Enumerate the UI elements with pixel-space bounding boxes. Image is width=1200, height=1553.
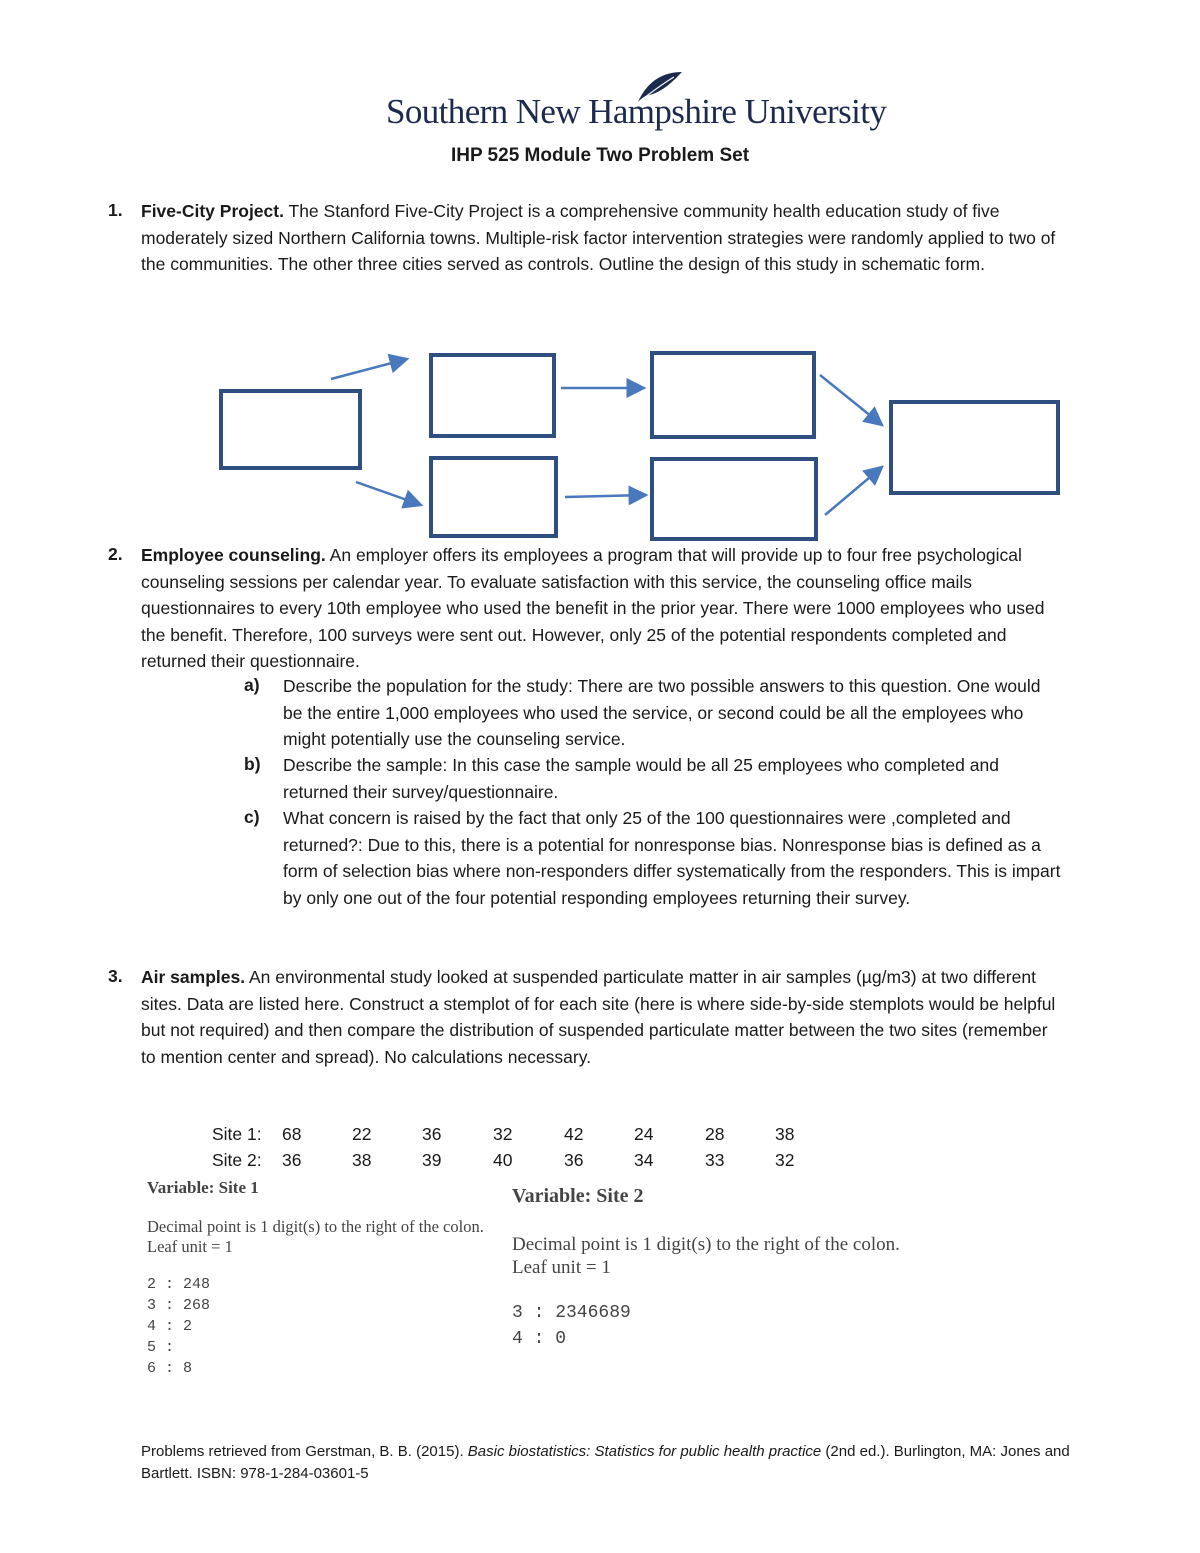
q2-text: An employer offers its employees a program that will provide up to four free psychological counseling sessions per calendar year. To evaluate satisfaction with this service, the counseling office mails questionnaires to every 10th employee who used the benefit in the prior year. There were 1000 employees who used the benefit. Therefore, 100 surveys were sent out. However, only 25 of the potential respondents completed and returned their questionnaire.	[141, 545, 1045, 671]
study-schematic	[0, 0, 1200, 560]
site1-value: 28	[705, 1124, 725, 1144]
site1-value: 68	[282, 1124, 302, 1144]
q3-paragraph	[141, 964, 1061, 1070]
schematic-box-outcome	[891, 402, 1058, 493]
site1-value: 24	[634, 1124, 654, 1144]
site2-value: 39	[422, 1150, 442, 1170]
page-title: IHP 525 Module Two Problem Set	[450, 145, 750, 166]
q2a-text: Describe the population for the study: There are two possible answers to this question. One would be the entire 1,000 employees who used the service, or second could be all the employees who might potentially use the counseling service.	[283, 676, 1041, 749]
schematic-arrow-1	[331, 359, 407, 379]
q3-text: An environmental study looked at suspended particulate matter in air samples (µg/m3) at two different sites. Data are listed here. Construct a stemplot of for each site (here is where side-by-side stemplots would be helpful but not required) and then compare the distribution of suspended particulate matter between the two sites (remember to mention center and spread). No calculations necessary.	[141, 967, 1056, 1067]
stemplot2-decimal-note: Decimal point is 1 digit(s) to the right of the colon.	[512, 1234, 900, 1255]
footer-suffix: (2nd ed.). Burlington, MA: Jones and Bartlett. ISBN: 978-1-284-03601-5	[141, 1443, 1070, 1482]
stemplot1-line: 6 : 8	[147, 1360, 193, 1377]
q2a-label: a)	[244, 675, 260, 695]
stemplot1-line: 3 : 268	[147, 1297, 211, 1314]
site1-value: 36	[422, 1124, 442, 1144]
footer-book-title: Basic biostatistics: Statistics for public health practice	[467, 1443, 822, 1460]
site2-row	[0, 1150, 1200, 1174]
site1-label: Site 1:	[212, 1124, 262, 1144]
q3-number: 3.	[108, 966, 123, 986]
stemplot1-decimal-note: Decimal point is 1 digit(s) to the right of the colon.	[147, 1217, 484, 1236]
site1-value: 38	[775, 1124, 795, 1144]
q2c-text: What concern is raised by the fact that only 25 of the 100 questionnaires were ,completed and returned?: Due to this, there is a potential for nonresponse bias. Nonresponse bias is defined as a form of selection bias where non-responders differ systematically from the responders. This is impart by only one out of the four potential responding employees returning their survey.	[283, 808, 1061, 908]
q2b-text: Describe the sample: In this case the sample would be all 25 employees who completed and returned their survey/questionnaire.	[283, 755, 999, 802]
stemplot2-line: 4 : 0	[512, 1329, 567, 1349]
stemplot1-line: 5 :	[147, 1339, 175, 1356]
schematic-arrow-4	[565, 495, 646, 497]
schematic-arrow-2	[356, 482, 421, 505]
schematic-box-intervention-1	[431, 355, 554, 436]
site1-value: 42	[564, 1124, 584, 1144]
stemplot2-line: 3 : 2346689	[512, 1303, 631, 1323]
site2-label: Site 2:	[212, 1150, 262, 1170]
schematic-arrow-6	[825, 467, 882, 515]
q2-paragraph	[141, 542, 1061, 675]
q2b-label: b)	[244, 754, 261, 774]
schematic-box-control-2	[652, 459, 816, 539]
site2-value: 33	[705, 1150, 725, 1170]
stemplot2-leaf-unit: Leaf unit = 1	[512, 1257, 611, 1278]
schematic-box-start	[221, 391, 360, 468]
stemplot2-title: Variable: Site 2	[512, 1185, 644, 1207]
schematic-box-control-1	[431, 458, 556, 536]
q2-number: 2.	[108, 544, 123, 564]
schematic-arrow-5	[820, 375, 882, 425]
site2-value: 34	[634, 1150, 654, 1170]
stemplot1-leaf-unit: Leaf unit = 1	[147, 1237, 233, 1256]
stemplot1-line: 4 : 2	[147, 1318, 193, 1335]
logo-text: Southern New Hampshire University	[386, 92, 887, 131]
q2-heading: Employee counseling.	[141, 545, 326, 565]
schematic-box-intervention-2	[652, 353, 814, 437]
site2-value: 36	[564, 1150, 584, 1170]
site2-value: 36	[282, 1150, 302, 1170]
q2c-label: c)	[244, 807, 260, 827]
footer-prefix: Problems retrieved from Gerstman, B. B. (2015).	[141, 1443, 468, 1460]
q3-heading: Air samples.	[141, 967, 246, 987]
site1-value: 22	[352, 1124, 372, 1144]
footer-citation	[141, 1441, 1071, 1485]
q1-text: The Stanford Five-City Project is a comprehensive community health education study of five moderately sized Northern California towns. Multiple-risk factor intervention strategies were randomly applied to two of the communities. The other three cities served as controls. Outline the design of this study in schematic form.	[141, 201, 1056, 274]
site2-value: 32	[775, 1150, 795, 1170]
stemplot1-title: Variable: Site 1	[147, 1178, 259, 1197]
q1-heading: Five-City Project.	[141, 201, 284, 221]
q1-number: 1.	[108, 200, 123, 220]
site1-value: 32	[493, 1124, 513, 1144]
stemplot1-line: 2 : 248	[147, 1276, 211, 1293]
site2-value: 38	[352, 1150, 372, 1170]
site1-row	[0, 1124, 1200, 1148]
site2-value: 40	[493, 1150, 513, 1170]
